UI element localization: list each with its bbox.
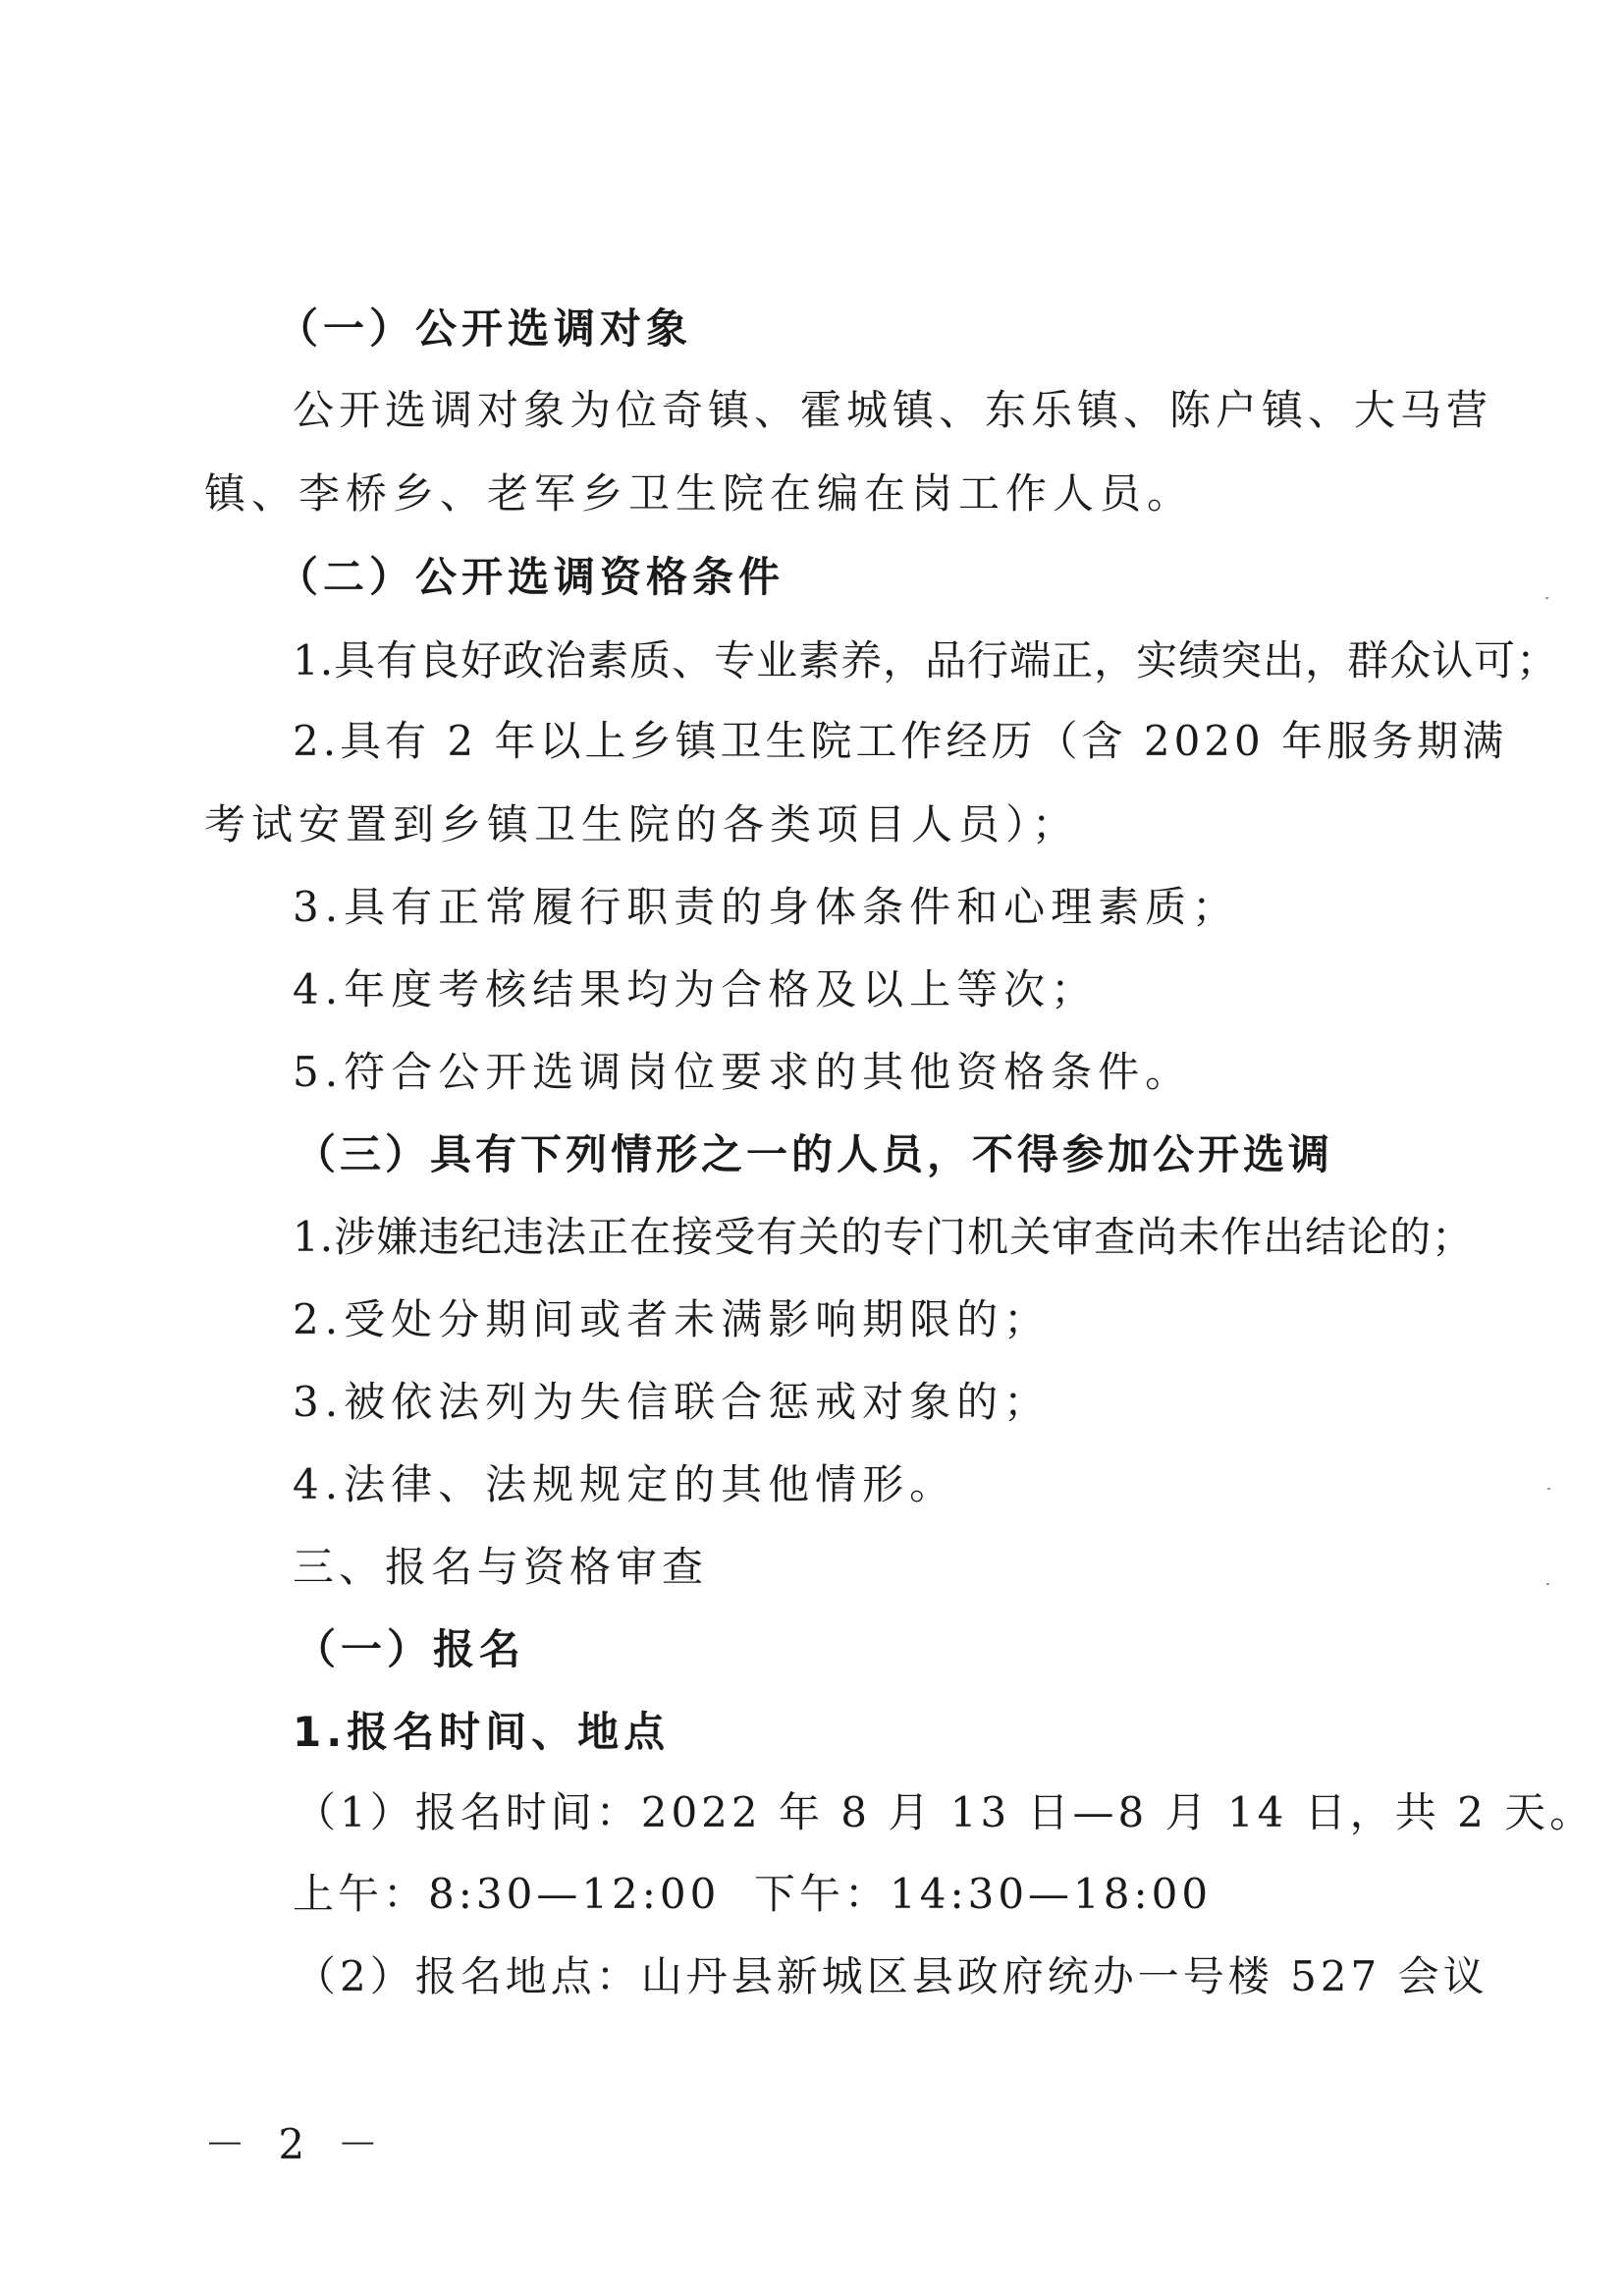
section-3-item-3: 3.被依法列为失信联合惩戒对象的；: [293, 1378, 1052, 1426]
section-2-title: （二）公开选调资格条件: [277, 553, 785, 601]
section-3-item-1: 1.涉嫌违纪违法正在接受有关的专门机关审查尚未作出结论的；: [293, 1213, 1475, 1261]
section-2-item-2-line-2: 考试安置到乡镇卫生院的各类项目人员）；: [204, 800, 1080, 848]
part-3-title: 三、报名与资格审查: [293, 1543, 709, 1591]
section-2-item-3: 3.具有正常履行职责的身体条件和心理素质；: [293, 883, 1240, 931]
scan-speck: [1546, 1583, 1549, 1585]
section-3-item-4: 4.法律、法规规定的其他情形。: [293, 1460, 957, 1508]
scan-speck: [1545, 597, 1548, 599]
section-1-body-line-1: 公开选调对象为位奇镇、霍城镇、东乐镇、陈户镇、大马营: [293, 386, 1493, 434]
section-3-title: （三）具有下列情形之一的人员，不得参加公开选调: [295, 1130, 1334, 1178]
section-2-item-4: 4.年度考核结果均为合格及以上等次；: [293, 965, 1099, 1013]
section-1-body-line-2: 镇、李桥乡、老军乡卫生院在编在岗工作人员。: [204, 469, 1195, 518]
section-1-title: （一）公开选调对象: [277, 304, 693, 353]
scan-speck: [1547, 1488, 1550, 1490]
section-2-item-5: 5.符合公开选调岗位要求的其他资格条件。: [293, 1048, 1193, 1096]
registration-time: （1）报名时间：2022 年 8 月 13 日—8 月 14 日，共 2 天。: [295, 1788, 1596, 1836]
section-2-item-2-line-1: 2.具有 2 年以上乡镇卫生院工作经历（含 2020 年服务期满: [293, 717, 1508, 765]
part-3-subsection-1-item-1: 1.报名时间、地点: [293, 1708, 671, 1756]
registration-hours-afternoon: 下午：14:30—18:00: [754, 1870, 1213, 1918]
section-2-item-1: 1.具有良好政治素质、专业素养，品行端正，实绩突出，群众认可；: [293, 636, 1559, 684]
part-3-subsection-1-title: （一）报名: [295, 1625, 526, 1673]
registration-hours-morning: 上午：8:30—12:00: [293, 1870, 721, 1918]
page-number: － 2 －: [204, 2120, 389, 2168]
registration-place: （2）报名地点：山丹县新城区县政府统办一号楼 527 会议: [295, 1952, 1488, 2000]
section-3-item-2: 2.受处分期间或者未满影响期限的；: [293, 1295, 1052, 1343]
